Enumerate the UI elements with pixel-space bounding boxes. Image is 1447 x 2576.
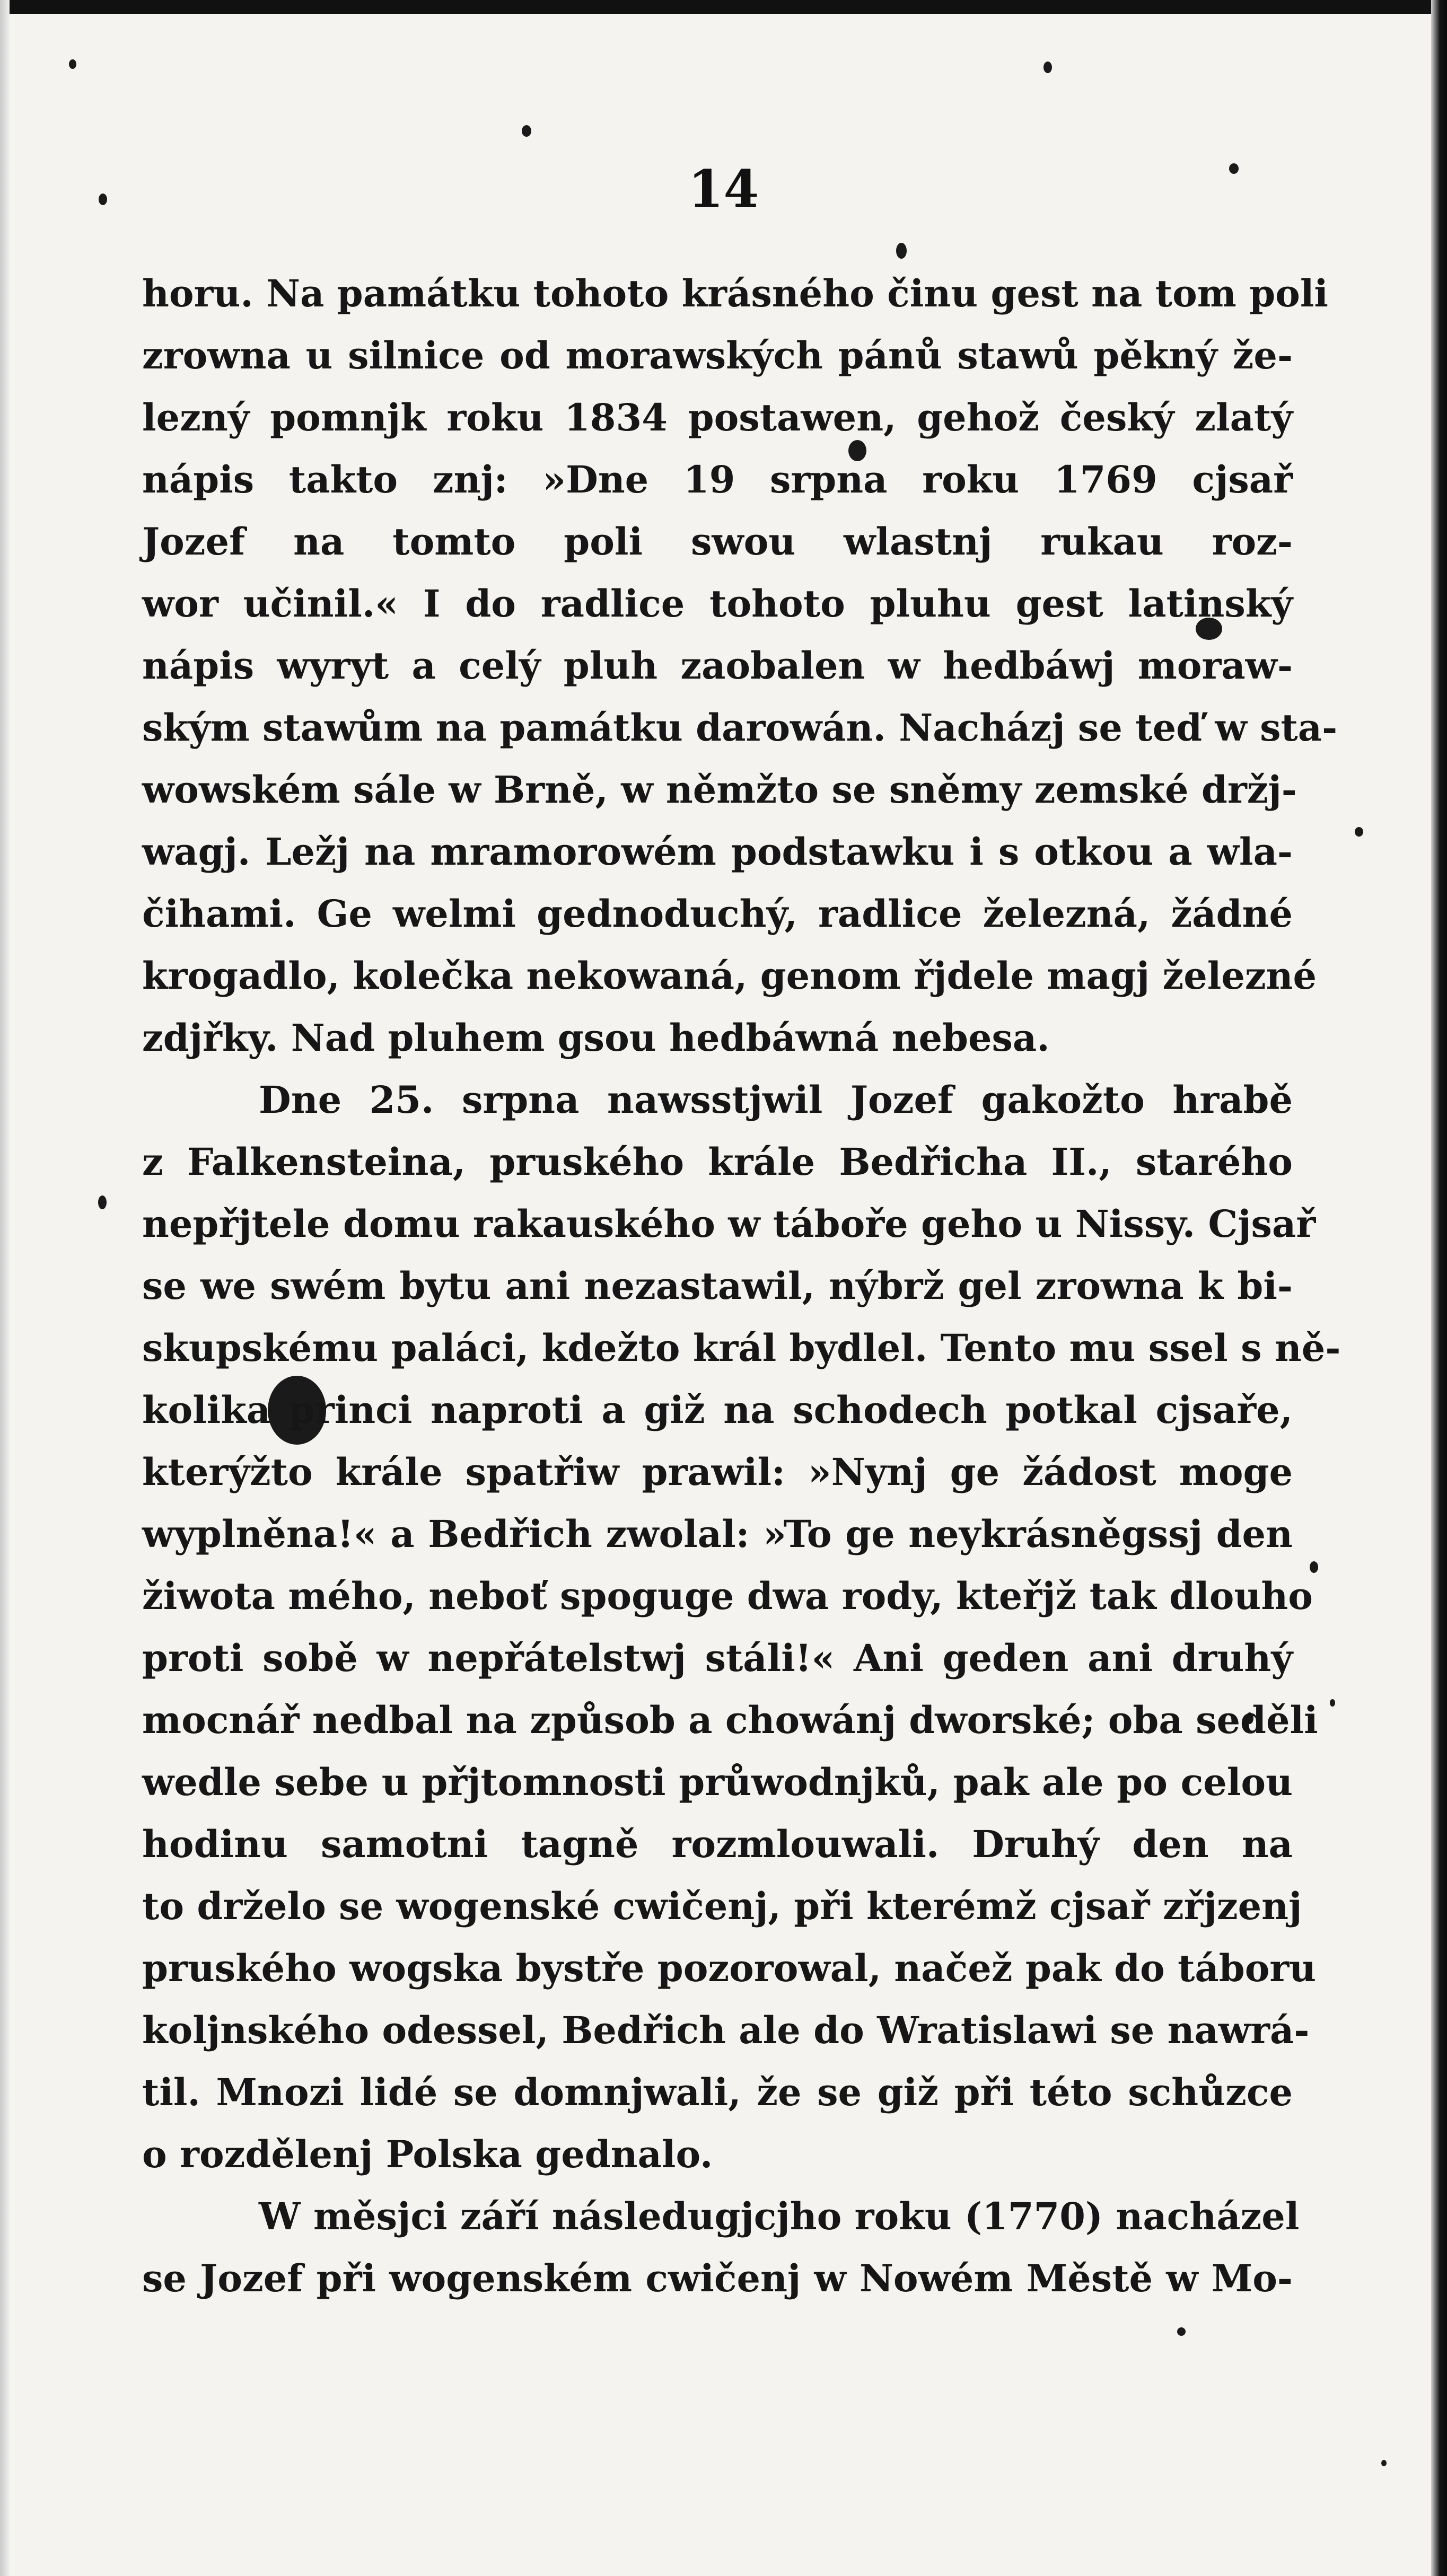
text-line: mocnář nedbal na způsob a chowánj dworské; oba seděli <box>142 1698 1318 1742</box>
text-line: wyplněna!« a Bedřich zwolal: »To ge neykrásněgssj den <box>142 1512 1293 1556</box>
text-line: koljnského odessel, Bedřich ale do Wratislawi se nawrá- <box>142 2008 1310 2052</box>
text-line: z Falkensteina, pruského krále Bedřicha II., starého <box>142 1140 1293 1184</box>
text-line: horu. Na památku tohoto krásného činu gest na tom poli <box>142 271 1329 315</box>
ink-spot <box>1177 2327 1186 2336</box>
text-line: nepřjtele domu rakauského w táboře geho u Nissy. Cjsař <box>142 1202 1316 1246</box>
text-line: čihami. Ge welmi gednoduchý, radlice železná, žádné <box>142 892 1293 936</box>
ink-spot <box>1330 1699 1335 1707</box>
ink-spot <box>98 1195 107 1209</box>
text-line: krogadlo, kolečka nekowaná, genom řjdele magj železné <box>142 954 1317 998</box>
ink-spot <box>896 243 907 259</box>
page-number: 14 <box>688 159 759 219</box>
text-line: hodinu samotni tagně rozmlouwali. Druhý den na <box>142 1822 1293 1866</box>
text-line: nápis wyryt a celý pluh zaobalen w hedbáwj moraw- <box>142 644 1293 688</box>
text-line: žiwota mého, neboť spoguge dwa rody, kteřjž tak dlouho <box>142 1574 1313 1618</box>
text-line: wedle sebe u přjtomnosti průwodnjků, pak ale po celou <box>142 1760 1293 1804</box>
scan-border-left <box>0 0 10 2576</box>
text-line: nápis takto znj: »Dne 19 srpna roku 1769 cjsař <box>142 458 1293 502</box>
text-line: Dne 25. srpna nawsstjwil Jozef gakožto hrabě <box>259 1078 1293 1122</box>
ink-spot <box>1310 1561 1318 1573</box>
text-line: W měsjci září následugjcjho roku (1770) nacházel <box>259 2194 1300 2238</box>
text-line: lezný pomnjk roku 1834 postawen, gehož český zlatý <box>142 395 1293 439</box>
ink-spot <box>1043 61 1052 73</box>
text-line: o rozdělenj Polska gednalo. <box>142 2132 713 2176</box>
text-line: wowském sále w Brně, w němžto se sněmy zemské držj- <box>142 768 1297 812</box>
body-text <box>142 262 1341 2309</box>
scan-border-right <box>1431 0 1447 2576</box>
scan-border-top <box>0 0 1447 14</box>
text-line: se Jozef při wogenském cwičenj w Nowém Městě w Mo- <box>142 2256 1293 2300</box>
text-line: Jozef na tomto poli swou wlastnj rukau roz- <box>142 520 1293 564</box>
text-line: wagj. Ležj na mramorowém podstawku i s otkou a wla- <box>142 830 1293 874</box>
text-line: proti sobě w nepřátelstwj stáli!« Ani geden ani druhý <box>142 1636 1293 1680</box>
text-line: kolika princi naproti a giž na schodech potkal cjsaře, <box>142 1388 1293 1432</box>
text-line: kterýžto krále spatřiw prawil: »Nynj ge žádost moge <box>142 1450 1293 1494</box>
text-line: ským stawům na památku darowán. Nacházj se teď w sta- <box>142 706 1338 750</box>
text-line: wor učinil.« I do radlice tohoto pluhu gest latinský <box>142 582 1293 626</box>
text-line: se we swém bytu ani nezastawil, nýbrž gel zrowna k bi- <box>142 1264 1293 1308</box>
text-line: to drželo se wogenské cwičenj, při kterémž cjsař zřjzenj <box>142 1884 1302 1928</box>
text-line: zrowna u silnice od morawských pánů stawů pěkný že- <box>142 333 1293 377</box>
text-line: pruského wogska bystře pozorowal, načež pak do táboru <box>142 1946 1317 1990</box>
text-line: zdjřky. Nad pluhem gsou hedbáwná nebesa. <box>142 1016 1050 1060</box>
text-line: til. Mnozi lidé se domnjwali, že se giž při této schůzce <box>142 2070 1293 2114</box>
text-line: skupskému paláci, kdežto král bydlel. Tento mu ssel s ně- <box>142 1326 1341 1370</box>
ink-spot <box>1381 2460 1387 2466</box>
ink-spot <box>69 59 76 69</box>
ink-spot <box>1355 827 1363 837</box>
ink-spot <box>522 125 531 137</box>
